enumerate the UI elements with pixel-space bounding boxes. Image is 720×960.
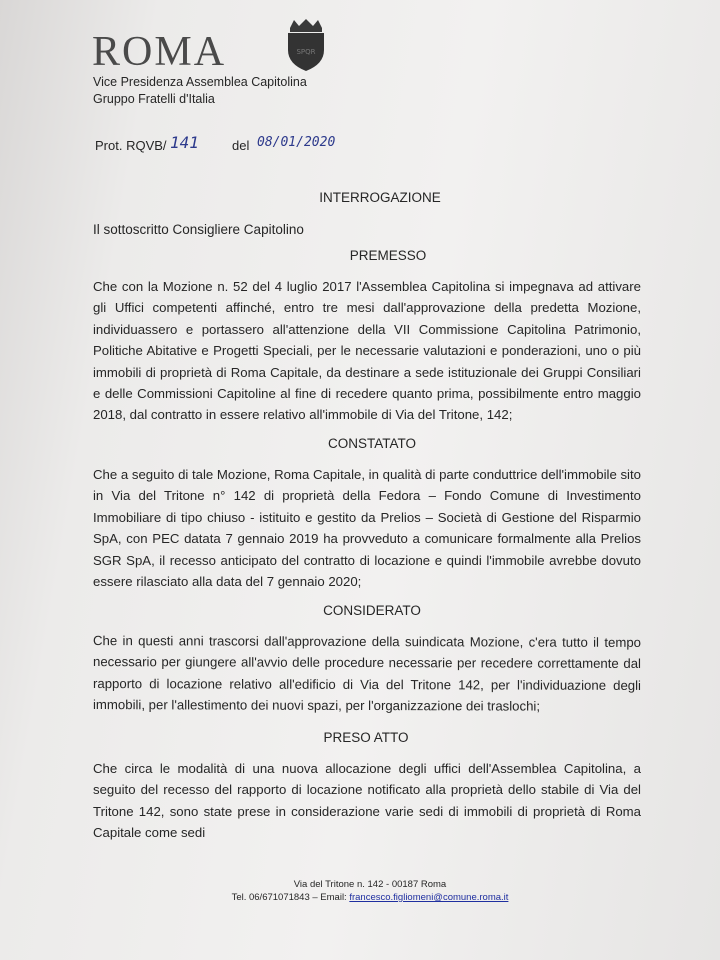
section-heading-constatato: CONSTATATO <box>327 436 416 451</box>
section-text-premesso: Che con la Mozione n. 52 del 4 luglio 2017 l'Assemblea Capitolina si impegnava ad attivare gli Uffici competenti affinché, entro tre mesi dall'approvazione della predetta Mozione, individuassero e portassero all'attenzione della VII Commissione Capitolina Patrimonio, Politiche Abitative e Progetti Speciali, per le necessarie valutazioni e ponderazioni, uno o più immobili di proprietà di Roma Capitale, da destinare a sede istituzionale dei Gruppi Consiliari e delle Commissioni Capitoline al fine di recedere quanto prima, possibilmente entro maggio 2018, dal contratto in essere relativo all'immobile di Via del Tritone, 142; <box>93 279 641 423</box>
footer-contact <box>0 892 720 903</box>
roma-logo-text: ROMA <box>92 29 227 75</box>
footer-contact-prefix: Tel. 06/671071843 – Email: <box>231 892 347 903</box>
intro-line: Il sottoscritto Consigliere Capitolino <box>93 222 304 237</box>
svg-text:SPQR: SPQR <box>296 48 316 56</box>
roma-crest-icon <box>282 18 330 72</box>
protocol-date-label: del <box>232 138 250 153</box>
section-text-preso-atto: Che circa le modalità di una nuova allocazione degli uffici dell'Assemblea Capitolina, a seguito del recesso del rapporto di locazione notificato alla proprietà dello stabile di Via del Tritone 142, sono state prese in considerazione varie sedi di immobili di proprietà di Roma Capitale come sedi <box>93 761 641 841</box>
section-heading-preso-atto: PRESO ATTO <box>323 730 409 745</box>
section-text-constatato: Che a seguito di tale Mozione, Roma Capitale, in qualità di parte conduttrice dell'immobile sito in Via del Tritone n° 142 di proprietà della Fedora – Fondo Comune di Investimento Immobiliare di tipo chiuso - istituito e gestito da Prelios – Società di Gestione del Risparmio SpA, con PEC datata 7 gennaio 2019 ha provveduto a comunicare formalmente alla Prelios SGR SpA, il recesso anticipato del contratto di locazione e quindi l'immobile avrebbe dovuto essere rilasciato alla data del 7 gennaio 2020; <box>93 467 641 590</box>
header-line-gruppo: Gruppo Fratelli d'Italia <box>93 92 215 106</box>
footer-email-link[interactable]: francesco.figliomeni@comune.roma.it <box>349 892 509 903</box>
footer-address: Via del Tritone n. 142 - 00187 Roma <box>293 879 447 890</box>
section-heading-premesso: PREMESSO <box>349 248 427 263</box>
section-text-considerato: Che in questi anni trascorsi dall'approvazione della suindicata Mozione, c'era tutto il tempo necessario per giungere all'avvio delle procedure necessarie per recedere correttamente dal rapporto di locazione relativo all'edificio di Via del Tritone 142, per l'individuazione degli immobili, per l'allestimento dei nuovi spazi, per l'organizzazione dei traslochi; <box>93 633 641 714</box>
document-title: INTERROGAZIONE <box>319 190 441 205</box>
header-line-vice-presidenza: Vice Presidenza Assemblea Capitolina <box>93 75 307 89</box>
protocol-number-handwritten: 141 <box>170 133 199 152</box>
protocol-date-handwritten: 08/01/2020 <box>257 135 336 150</box>
section-heading-considerato: CONSIDERATO <box>323 603 421 618</box>
protocol-label: Prot. RQVB/ <box>95 138 167 153</box>
